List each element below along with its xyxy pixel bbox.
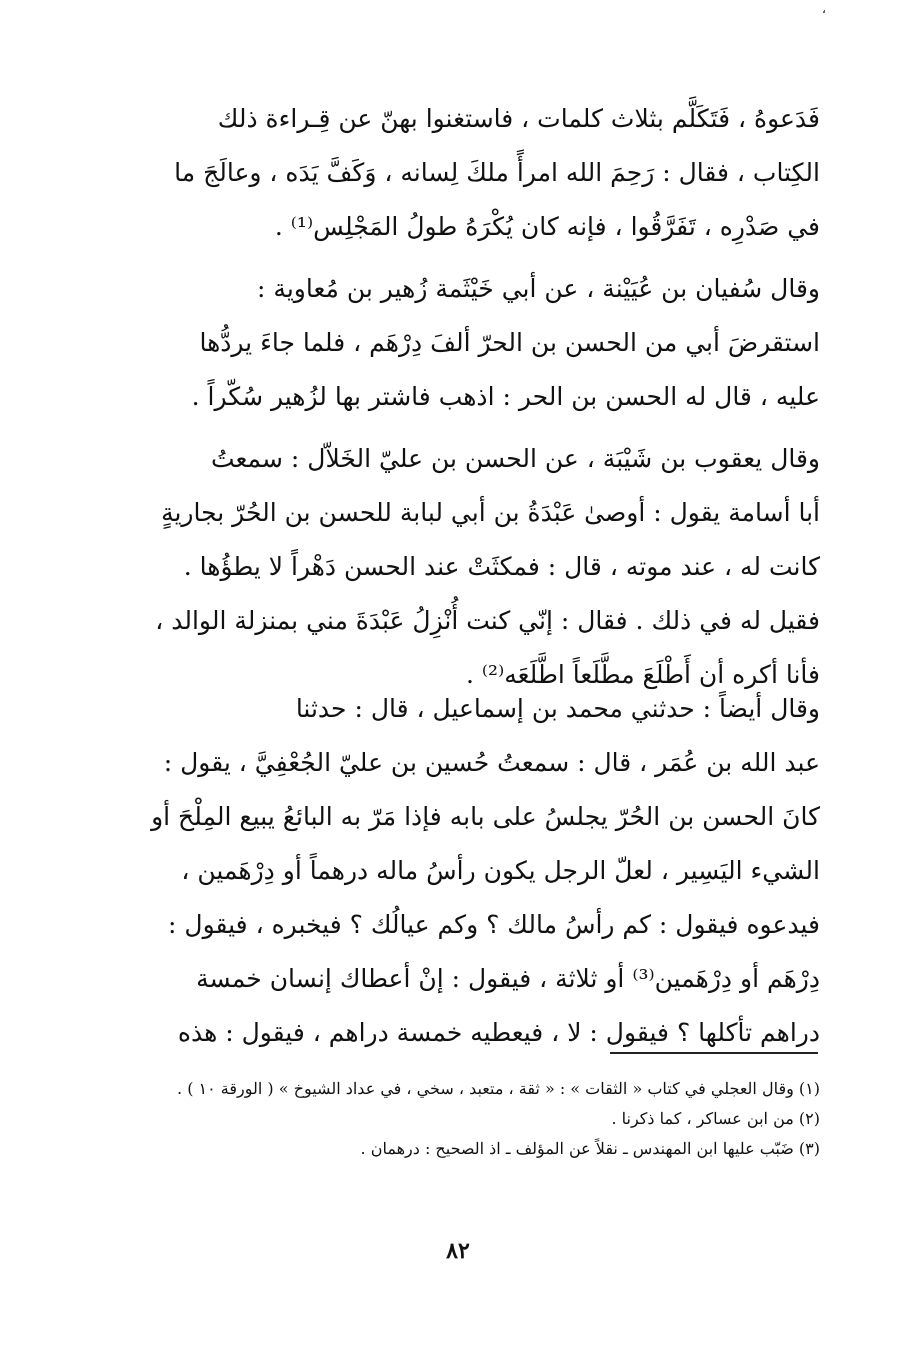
page-number: ٨٢ [446,1238,470,1264]
paragraph-line: الشيء اليَسِير ، لعلّ الرجل يكون رأسُ ماله درهماً أو دِرْهَمين ، [181,856,820,885]
paragraph-line: الكِتاب ، فقال : رَحِمَ الله امرأً ملكَ لِسانه ، وَكَفَّ يَدَه ، وعالَجَ ما [174,158,820,187]
paragraph-line: كانَ الحسن بن الحُرّ يجلسُ على بابه فإذا مَرّ به البائعُ يبيع المِلْحَ أو [151,802,820,831]
paragraph-3 [130,432,820,702]
paragraph-1 [130,92,820,254]
paragraph-line: دِرْهَم أو دِرْهَمين⁽³⁾ أو ثلاثة ، فيقول : إنْ أعطاك إنسان خمسة [196,964,820,993]
footnotes [130,1074,820,1164]
paragraph-line: فيدعوه فيقول : كم رأسُ مالك ؟ وكم عيالُك ؟ فيخبره ، فيقول : [168,910,820,939]
paragraph-line: وقال أيضاً : حدثني محمد بن إسماعيل ، قال : حدثنا [295,694,820,723]
paragraph-line: دراهم تأكلها ؟ فيقول : لا ، فيعطيه خمسة دراهم ، فيقول : هذه [177,1018,820,1047]
paragraph-line: فقيل له في ذلك . فقال : إنّي كنت أُنْزِلُ عَبْدَةَ مني بمنزلة الوالد ، [155,606,820,635]
paragraph-line: فَدَعوهُ ، فَتَكَلَّم بثلاث كلمات ، فاستغنوا بهنّ عن قِـراءة ذلك [217,104,820,133]
footnote-3: (٣) ضَبّب عليها ابن المهندس ـ نقلاً عن المؤلف ـ اذ الصحيح : درهمان . [360,1139,820,1158]
paragraph-line: في صَدْرِه ، تَفَرَّقُوا ، فإنه كان يُكْرَهُ طولُ المَجْلِس⁽¹⁾ . [274,212,820,241]
paragraph-line: أبا أسامة يقول : أوصىٰ عَبْدَةُ بن أبي لبابة للحسن بن الحُرّ بجاريةٍ [161,498,820,527]
paragraph-line: وقال يعقوب بن شَيْبَة ، عن الحسن بن عليّ الخَلاّل : سمعتُ [210,444,820,473]
paragraph-line: فأنا أكره أن أَطْلَعَ مطَّلَعاً اطَّلَعَه⁽²⁾ . [465,660,820,689]
paragraph-line: عليه ، قال له الحسن بن الحر : اذهب فاشتر بها لزُهير سُكّراً . [191,382,820,411]
paragraph-4 [130,682,820,1060]
footnote-1: (١) وقال العجلي في كتاب « الثقات » : « ثقة ، متعبد ، سخي ، في عداد الشيوخ » ( الورقة ١٠ ) . [177,1079,820,1098]
paragraph-line: استقرضَ أبي من الحسن بن الحرّ ألفَ دِرْهَم ، فلما جاءَ يردُّها [199,328,820,357]
paragraph-line: وقال سُفيان بن عُيَيْنة ، عن أبي خَيْثَمة زُهير بن مُعاوية : [257,274,820,303]
paragraph-line: كانت له ، عند موته ، قال : فمكثَتْ عند الحسن دَهْراً لا يطؤُها . [183,552,820,581]
paragraph-2 [130,262,820,424]
paragraph-line: عبد الله بن عُمَر ، قال : سمعتُ حُسين بن عليّ الجُعْفِيَّ ، يقول : [163,748,820,777]
footnote-2: (٢) من ابن عساكر ، كما ذكرنا . [611,1109,820,1128]
footnote-divider [610,1052,818,1054]
corner-mark: ، [822,2,826,16]
